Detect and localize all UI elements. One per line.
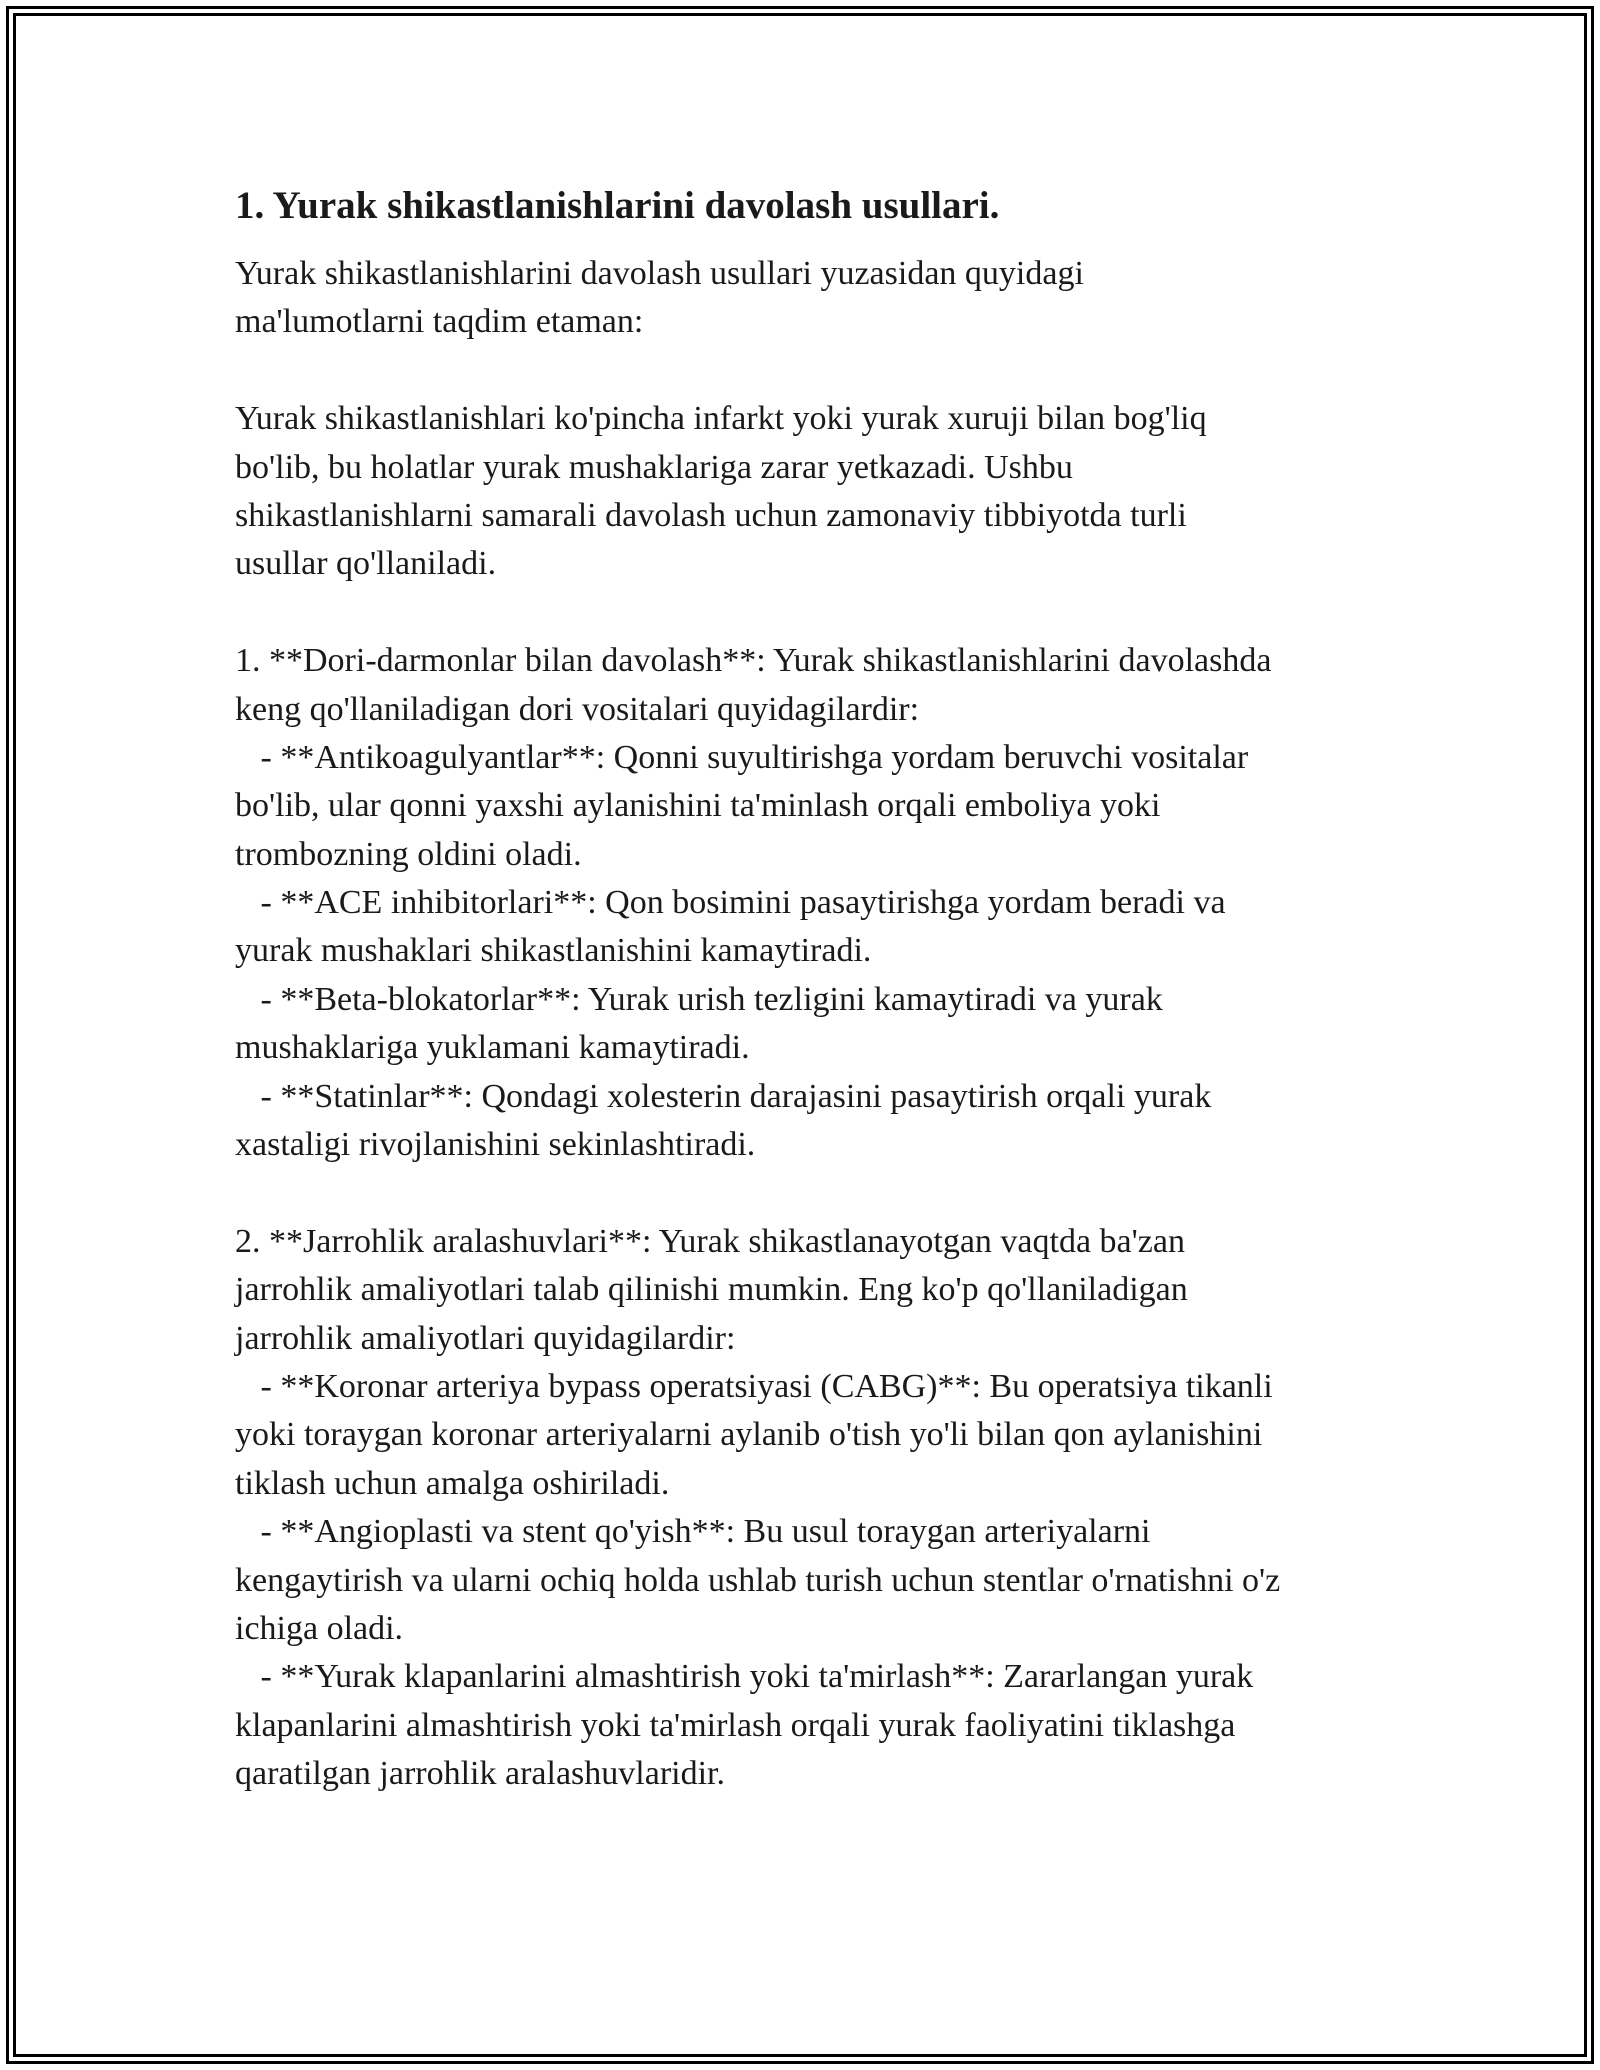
text-line: qaratilgan jarrohlik aralashuvlaridir. <box>235 1755 725 1793</box>
paragraph-gap <box>235 589 1375 637</box>
document-body <box>235 182 1375 1799</box>
text-line: kengaytirish va ularni ochiq holda ushlab turish uchun stentlar o'rnatishni o'z <box>235 1561 1281 1599</box>
text-line: - **Yurak klapanlarini almashtirish yoki ta'mirlash**: Zararlangan yurak <box>235 1658 1254 1696</box>
text-line: - **Koronar arteriya bypass operatsiyasi (CABG)**: Bu operatsiya tikanli <box>235 1367 1273 1405</box>
text-line: ichiga oladi. <box>235 1609 404 1647</box>
text-line: jarrohlik amaliyotlari quyidagilardir: <box>235 1319 736 1357</box>
text-line: bo'lib, ular qonni yaxshi aylanishini ta'minlash orqali emboliya yoki <box>235 787 1161 825</box>
text-line: - **ACE inhibitorlari**: Qon bosimini pasaytirishga yordam beradi va <box>235 884 1226 922</box>
text-line: 1. **Dori-darmonlar bilan davolash**: Yurak shikastlanishlarini davolashda <box>235 642 1272 680</box>
text-line: Yurak shikastlanishlari ko'pincha infarkt yoki yurak xuruji bilan bog'liq <box>235 400 1207 438</box>
text-line: usullar qo'llaniladi. <box>235 545 497 583</box>
text-line: ma'lumotlarni taqdim etaman: <box>235 303 644 341</box>
text-line: yoki toraygan koronar arteriyalarni aylanib o'tish yo'li bilan qon aylanishini <box>235 1416 1263 1454</box>
text-line: - **Beta-blokatorlar**: Yurak urish tezligini kamaytiradi va yurak <box>235 980 1163 1018</box>
text-line: - **Antikoagulyantlar**: Qonni suyultirishga yordam beruvchi vositalar <box>235 738 1249 776</box>
text-line: - **Statinlar**: Qondagi xolesterin darajasini pasaytirish orqali yurak <box>235 1077 1212 1115</box>
text-line: mushaklariga yuklamani kamaytiradi. <box>235 1029 750 1067</box>
text-line: 2. **Jarrohlik aralashuvlari**: Yurak shikastlanayotgan vaqtda ba'zan <box>235 1222 1185 1260</box>
text-line: jarrohlik amaliyotlari talab qilinishi mumkin. Eng ko'p qo'llaniladigan <box>235 1271 1188 1309</box>
intro-paragraph <box>235 250 1375 347</box>
paragraph-gap <box>235 347 1375 395</box>
section-medication <box>235 637 1375 1169</box>
text-line: tiklash uchun amalga oshiriladi. <box>235 1464 670 1502</box>
document-title: 1. Yurak shikastlanishlarini davolash usullari. <box>235 184 1000 227</box>
paragraph-gap <box>235 1169 1375 1217</box>
text-line: shikastlanishlarni samarali davolash uchun zamonaviy tibbiyotda turli <box>235 496 1187 534</box>
text-line: - **Angioplasti va stent qo'yish**: Bu usul toraygan arteriyalarni <box>235 1513 1151 1551</box>
section-surgery <box>235 1218 1375 1799</box>
text-line: xastaligi rivojlanishini sekinlashtiradi. <box>235 1126 756 1164</box>
text-line: keng qo'llaniladigan dori vositalari quyidagilardir: <box>235 690 920 728</box>
overview-paragraph <box>235 395 1375 589</box>
text-line: bo'lib, bu holatlar yurak mushaklariga zarar yetkazadi. Ushbu <box>235 448 1073 486</box>
text-line: Yurak shikastlanishlarini davolash usullari yuzasidan quyidagi <box>235 255 1084 292</box>
text-line: klapanlarini almashtirish yoki ta'mirlash orqali yurak faoliyatini tiklashga <box>235 1706 1236 1744</box>
text-line: yurak mushaklari shikastlanishini kamaytiradi. <box>235 932 872 970</box>
text-line: trombozning oldini oladi. <box>235 835 582 873</box>
